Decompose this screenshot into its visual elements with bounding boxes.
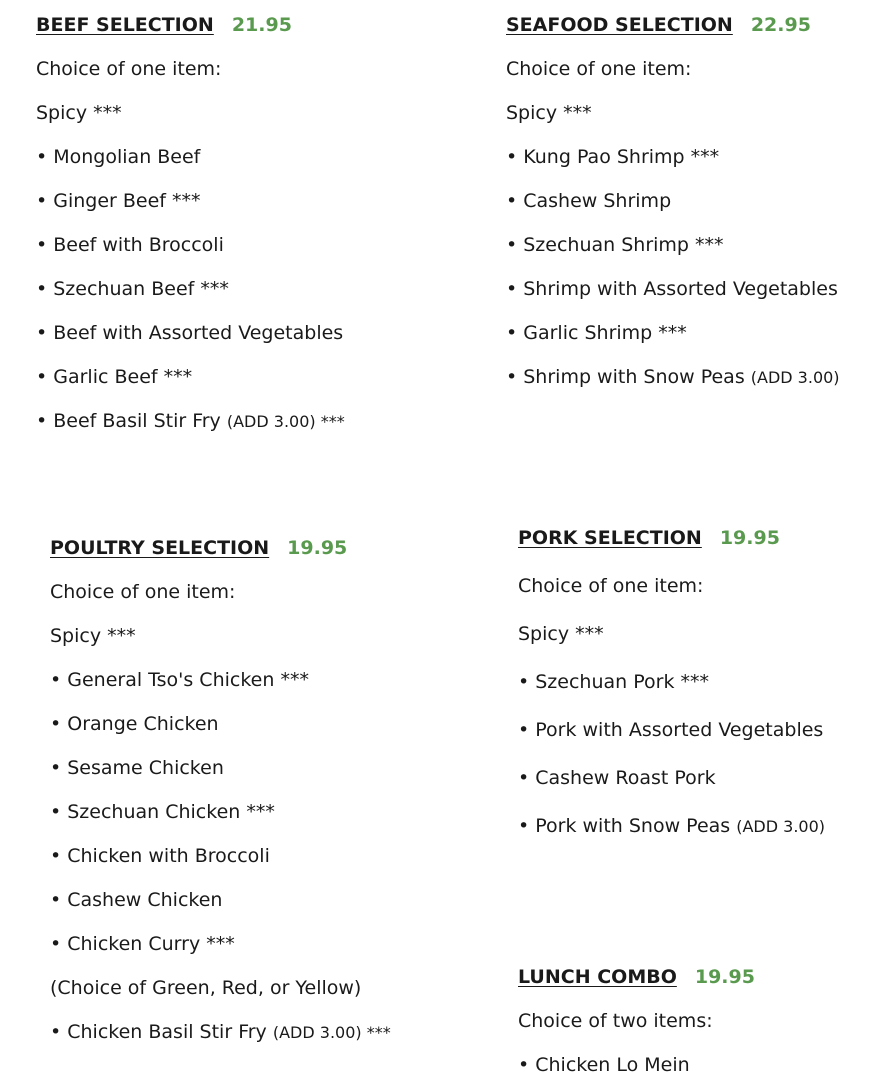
menu-item (50, 932, 235, 956)
menu-item-label: Choice of one item: (36, 58, 222, 80)
choice-instruction (518, 574, 703, 598)
menu-item (506, 233, 724, 257)
section-price: 19.95 (287, 537, 348, 559)
choice-instruction (50, 580, 235, 604)
menu-item-label: • Ginger Beef *** (36, 190, 201, 212)
section-heading (36, 13, 292, 37)
choice-instruction (36, 57, 221, 81)
section-price: 19.95 (694, 966, 755, 988)
menu-item (36, 365, 192, 389)
section-heading (518, 965, 755, 989)
menu-item-label: • Chicken Lo Mein (518, 1054, 690, 1076)
menu-item-label: Spicy *** (506, 102, 592, 124)
menu-item-label: • Chicken Basil Stir Fry (50, 1021, 267, 1043)
menu-item-label: • Cashew Chicken (50, 889, 223, 911)
menu-item-surcharge: (ADD 3.00) *** (226, 412, 345, 431)
menu-item-label: Spicy *** (50, 625, 136, 647)
menu-item-surcharge: (ADD 3.00) (736, 817, 826, 836)
menu-item-label: Spicy *** (36, 102, 122, 124)
menu-item-label: • Sesame Chicken (50, 757, 224, 779)
menu-item (50, 800, 275, 824)
menu-item (506, 145, 719, 169)
spicy-note (50, 624, 136, 648)
menu-item (518, 814, 825, 839)
menu-item-label: • Chicken with Broccoli (50, 845, 270, 867)
spicy-note (518, 622, 604, 646)
menu-item (36, 321, 343, 345)
menu-item (50, 888, 222, 912)
menu-item-surcharge: (ADD 3.00) (750, 368, 840, 387)
section-title: SEAFOOD SELECTION (506, 14, 733, 36)
menu-item-label: • Pork with Assorted Vegetables (518, 719, 824, 741)
menu-item-label: Choice of one item: (518, 575, 704, 597)
menu-item-label: • Shrimp with Assorted Vegetables (506, 278, 838, 300)
choice-instruction (506, 57, 691, 81)
menu-item-label: • Garlic Shrimp *** (506, 322, 687, 344)
spicy-note (506, 101, 592, 125)
section-heading (506, 13, 811, 37)
menu-item (36, 145, 200, 169)
menu-item-label: • Pork with Snow Peas (518, 815, 731, 837)
menu-item-label: • Szechuan Pork *** (518, 671, 709, 693)
menu-item-label: • Beef with Broccoli (36, 234, 224, 256)
menu-item-label: • Garlic Beef *** (36, 366, 193, 388)
spicy-note (36, 101, 122, 125)
spicy-note (518, 1053, 690, 1077)
menu-item (36, 233, 224, 257)
menu-item-label: • Szechuan Shrimp *** (506, 234, 724, 256)
menu-item (36, 277, 229, 301)
menu-item-surcharge: (ADD 3.00) *** (272, 1023, 391, 1042)
menu-item-label: • Cashew Shrimp (506, 190, 672, 212)
menu-item (50, 844, 270, 868)
menu-item-label: • Szechuan Beef *** (36, 278, 229, 300)
menu-item (50, 668, 309, 692)
menu-item-label: Choice of one item: (506, 58, 692, 80)
menu-item-label: • Cashew Roast Pork (518, 767, 716, 789)
menu-item-label: • Shrimp with Snow Peas (506, 366, 745, 388)
menu-item-label: • Orange Chicken (50, 713, 219, 735)
menu-item (50, 1020, 391, 1045)
menu-item (506, 189, 671, 213)
section-title: LUNCH COMBO (518, 966, 677, 988)
menu-item (50, 756, 224, 780)
menu-item-label: (Choice of Green, Red, or Yellow) (50, 977, 362, 999)
menu-item (506, 365, 840, 390)
choice-instruction (518, 1009, 713, 1033)
menu-item-label: • Szechuan Chicken *** (50, 801, 275, 823)
menu-item (36, 189, 201, 213)
section-title: BEEF SELECTION (36, 14, 214, 36)
menu-item (50, 976, 361, 1000)
section-title: POULTRY SELECTION (50, 537, 270, 559)
section-price: 19.95 (719, 527, 780, 549)
menu-item-label: Spicy *** (518, 623, 604, 645)
menu-item (518, 766, 716, 790)
menu-item (36, 409, 345, 434)
menu-item-label: • Mongolian Beef (36, 146, 201, 168)
menu-item (518, 670, 709, 694)
section-price: 22.95 (750, 14, 811, 36)
section-price: 21.95 (231, 14, 292, 36)
menu-item-label: Choice of two items: (518, 1010, 713, 1032)
menu-item-label: • Kung Pao Shrimp *** (506, 146, 720, 168)
menu-item (506, 277, 838, 301)
menu-item-label: Choice of one item: (50, 581, 236, 603)
section-heading (50, 536, 347, 560)
section-heading (518, 526, 780, 550)
menu-item-label: • Beef with Assorted Vegetables (36, 322, 344, 344)
menu-item (50, 712, 219, 736)
menu-item-label: • Beef Basil Stir Fry (36, 410, 221, 432)
menu-item-label: • Chicken Curry *** (50, 933, 235, 955)
section-title: PORK SELECTION (518, 527, 702, 549)
menu-item-label: • General Tso's Chicken *** (50, 669, 309, 691)
menu-item (506, 321, 687, 345)
menu-item (518, 718, 823, 742)
